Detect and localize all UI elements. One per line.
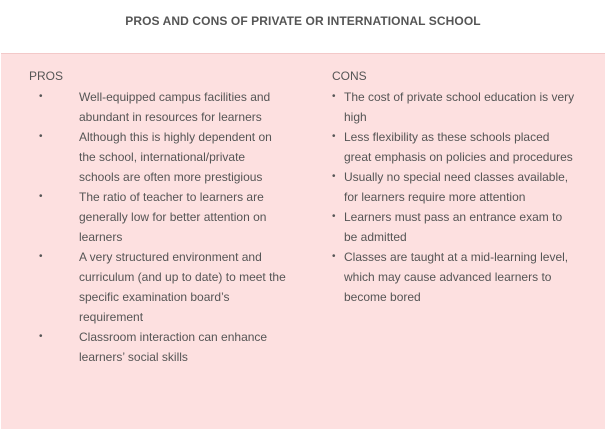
bullet-icon: • xyxy=(39,91,43,102)
cons-column xyxy=(332,67,577,307)
cons-item-text: Usually no special need classes available, for learners require more attention xyxy=(344,170,569,204)
cons-item-text: Learners must pass an entrance exam to be admitted xyxy=(344,210,563,244)
cons-list-item xyxy=(332,87,577,127)
pros-item-text: Well-equipped campus facilities and abundant in resources for learners xyxy=(79,90,271,124)
cons-item-text: The cost of private school education is very high xyxy=(344,90,575,124)
bullet-icon: • xyxy=(39,331,43,342)
pros-item-text: Classroom interaction can enhance learners’ social skills xyxy=(79,330,268,364)
pros-column xyxy=(29,67,289,367)
pros-item-text: The ratio of teacher to learners are generally low for better attention on learners xyxy=(79,190,267,244)
pros-cons-panel xyxy=(1,53,605,429)
bullet-icon: • xyxy=(332,251,336,262)
bullet-icon: • xyxy=(332,211,336,222)
bullet-icon: • xyxy=(39,131,43,142)
bullet-icon: • xyxy=(332,171,336,182)
cons-item-text: Classes are taught at a mid-learning level, which may cause advanced learners to become bored xyxy=(344,250,569,304)
pros-list-item xyxy=(29,87,289,127)
pros-list xyxy=(29,87,289,367)
bullet-icon: • xyxy=(39,251,43,262)
pros-list-item xyxy=(29,127,289,187)
cons-list-item xyxy=(332,207,577,247)
cons-list xyxy=(332,87,577,307)
pros-item-text: Although this is highly dependent on the school, international/private schools are often more prestigious xyxy=(79,130,272,184)
bullet-icon: • xyxy=(332,131,336,142)
cons-list-item xyxy=(332,167,577,207)
pros-heading: PROS xyxy=(29,69,64,83)
cons-list-item xyxy=(332,127,577,167)
page-title: PROS AND CONS OF PRIVATE OR INTERNATIONAL SCHOOL xyxy=(125,14,481,28)
cons-list-item xyxy=(332,247,577,307)
pros-item-text: A very structured environment and curriculum (and up to date) to meet the specific examination board’s requirement xyxy=(79,250,286,324)
bullet-icon: • xyxy=(39,191,43,202)
cons-heading: CONS xyxy=(332,69,367,83)
pros-list-item xyxy=(29,247,289,327)
pros-list-item xyxy=(29,327,289,367)
pros-list-item xyxy=(29,187,289,247)
cons-item-text: Less flexibility as these schools placed great emphasis on policies and procedures xyxy=(344,130,573,164)
bullet-icon: • xyxy=(332,91,336,102)
